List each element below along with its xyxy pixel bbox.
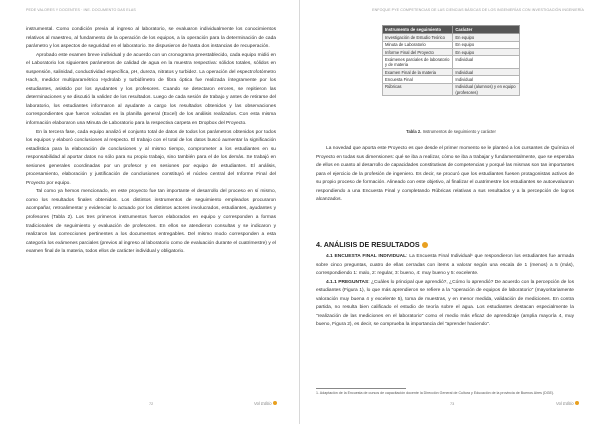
caption-text: Instrumentos de seguimiento y carácter bbox=[421, 129, 496, 134]
table-cell: Examen Final de la materia bbox=[383, 68, 453, 75]
body-paragraph: En la tercera fase, cada equipo analizó el conjunto total de datos de todos los parámetros obtenidos por todos los equipos y elaboró conclusiones al respecto. El trabajo con el total de los datos buscó aumentar la significación estadística para la elaboración de conclusiones y al mismo tiempo, comprometer a los estudiantes en su responsabilidad al aportar datos no sólo para su propio trabajo, sino también para el de los demás. Se trabajó en sesiones generales coordinadas por un profesor y en sesiones por equipo de estudiantes. El análisis, procesamiento, elaboración y justificación de conclusiones constituyó el núcleo central del Informe Final del Proyecto por equipo. bbox=[26, 129, 276, 186]
section-title: 4. ANÁLISIS DE RESULTADOS bbox=[316, 240, 420, 249]
page-number-left: 72 bbox=[149, 402, 154, 406]
body-paragraph bbox=[316, 253, 574, 279]
body-paragraph: Aprobado este examen breve individual y de acuerdo con un cronograma preestablecido, cada equipo midió en el Laboratorio los siguientes parámetros de calidad de agua en la muestra respectiva: sólidos totales, sólidos en suspensión, salinidad, conductividad específica, pH, dureza, nitratos y turbidez. La operación del espectrofotómetro Hach, medidor multiparamétrico Hydrolab y turbidímetro de fibra óptica fue realizada íntegramente por los estudiantes, asistido por los ayudantes y los profesores. Cuando se detectaron errores, se repitieron las determinaciones y se discutió la validez de los resultados. Luego de cada sesión de trabajo y antes de retirarse del laboratorio, los estudiantes informaron al ayudante a cargo los resultados obtenidos y las observaciones correspondientes que fueron volcadas en la planilla general (Excel) de los análisis realizados. Con esta misma información elaboraron una Minuta de Laboratorio para la respectiva carpeta en Dropbox del Proyecto. bbox=[26, 52, 276, 127]
table-row bbox=[383, 34, 520, 41]
brand-left bbox=[254, 401, 277, 406]
table-cell: Rúbricas bbox=[383, 83, 453, 96]
table-cell: Individual bbox=[453, 76, 520, 83]
table-row bbox=[383, 68, 520, 75]
table-row bbox=[383, 76, 520, 83]
table-header-cell: Carácter bbox=[453, 26, 520, 34]
section-bullet-icon bbox=[422, 242, 428, 248]
table-cell: Encuesta Final bbox=[383, 76, 453, 83]
subsection-label: 4.1.1 PREGUNTAS bbox=[326, 279, 369, 285]
brand-label: Vol Editio bbox=[556, 401, 574, 406]
running-head-left: PEDE VALORES Y DOCENTES · INE. DOCUMENTO DAS ELAS bbox=[26, 8, 136, 12]
table-header-row bbox=[383, 26, 520, 34]
body-paragraph bbox=[316, 279, 574, 330]
table-cell: En equipo bbox=[453, 48, 520, 55]
subsection-label: 4.1 ENCUESTA FINAL INDIVIDUAL bbox=[326, 254, 407, 259]
right-page bbox=[300, 0, 600, 424]
brand-right bbox=[556, 401, 579, 406]
body-paragraph: Tal como ya hemos mencionado, en este proyecto fue tan importante el desarrollo del proceso en sí mismo, como los resultados finales obtenidos. Los distintos instrumentos de seguimiento empleados procuraron acompañar, retroalimentar y evidenciar lo actuado por los distintos actores involucrados, estudiantes, ayudantes y profesores (Tabla 2). Los tres primeros instrumentos fueron elaborados en equipo y corresponden a formas tradicionales de seguimiento y evaluación de profesores. En ellos se atendieron consultas y se indicaron y realizaron las correcciones pertinentes a los documentos entregables. Del mismo modo corresponden a esta categoría los exámenes parciales (previos al ingreso al laboratorio como de evaluación durante el cuatrimestre) y el examen final de la materia, todos ellos de carácter individual y obligatorio. bbox=[26, 189, 276, 255]
body-paragraph: La novedad que aporta este Proyecto es que desde el primer momento se le planteó a los cursantes de Química el Proyecto en todas sus dimensiones: qué se iba a realizar, cómo se iba a trabajar y fundamentalmente, que se esperaba de ellos en cuanto al desarrollo de capacidades constitutivas de competencias y porqué las mismas son tan importantes para el ejercicio de la profesión de ingeniero. Es decir, se procuró que los estudiantes fuesen protagonistas activos de su propio proceso de formación. Alineado con este objetivo, al finalizar el cuatrimestre los estudiantes se autoevaluaron respondiendo a una Encuesta Final y completando Rúbricas relativas a sus resultados y a la percepción de logros alcanzados. bbox=[316, 146, 574, 203]
page-number-right: 73 bbox=[450, 402, 455, 406]
footnote: 1. Adaptación de la Encuesta de cursos de capacitación docente la Dirección General de Cultura y Educación de la provincia de Buenos Aires (DGE). bbox=[316, 391, 555, 395]
left-body-text bbox=[26, 26, 276, 257]
table-row bbox=[383, 56, 520, 69]
table-cell: Individual (alumnos) y en equipo (profesores) bbox=[453, 83, 520, 96]
right-intro-text bbox=[316, 145, 574, 205]
table-cell: Informe Final del Proyecto bbox=[383, 48, 453, 55]
table-cell: Individual bbox=[453, 68, 520, 75]
footnote-rule bbox=[316, 388, 406, 389]
instruments-table bbox=[382, 25, 520, 96]
table-cell: Minuta de Laboratorio bbox=[383, 41, 453, 48]
running-head-right: ENFOQUE PYE COMPETENCIAS DE LAS CIENCIAS BÁSICAS DE LOS INGENIERÍAS CON INVESTIGACIÓN INGENIERÍA bbox=[372, 8, 584, 12]
table-row bbox=[383, 48, 520, 55]
table-caption bbox=[382, 129, 520, 134]
paragraph-text: : La Encuesta Final Individual¹ que respondieron los estudiantes fue armada sobre cinco preguntas, cuatro de ellas cerradas con items a valorar según una escala de 1 (menos) a 5 (más), correspondiendo 1: malo, 2: regular, 3: bueno, 4: muy bueno y 5: excelente. bbox=[316, 254, 574, 277]
body-paragraph: instrumental. Como condición previa al ingreso al laboratorio, se evaluaron individualmente los conocimientos relativos al maestreo, al fundamento de la operación de los equipos, a la operación para la determinación de cada parámetro y los aspectos de seguridad en el laboratorio. Se dispusieron de hasta dos instancias de recuperación. bbox=[26, 27, 276, 50]
paragraph-text: : ¿Cuáles lo principal que aprendió?, ¿Cómo lo aprendió? De acuerdo con la percepción de los estudiantes (Figura 1), lo que más aprendieron se refiere a la "operación de equipos de laboratorio" (mayoritariamente valoración muy buena 4 y excelente 5), toma de muestras, y en menor medida, validación de mediciones. En contra partida, no resulta bien calificado el estudio de teoría sobre el agua. Los estudiantes destacan especialmente la "realización de las mediciones en el laboratorio" como el medio más eficaz de aprendizaje (amplia mayoría 4, muy bueno, Figura 2), es decir, se comprueba la importancia del "aprender haciendo". bbox=[316, 279, 574, 328]
table-cell: Investigación de Estudio Teórico bbox=[383, 34, 453, 41]
table-cell: En equipo bbox=[453, 41, 520, 48]
right-results-text bbox=[316, 253, 574, 330]
logo-dot-icon bbox=[575, 401, 579, 405]
logo-dot-icon bbox=[273, 401, 277, 405]
caption-label: Tabla 2. bbox=[406, 129, 422, 134]
brand-label: Vol Editio bbox=[254, 401, 272, 406]
table-cell: Individual bbox=[453, 56, 520, 69]
section-heading bbox=[316, 240, 428, 249]
table-cell: Exámenes parciales de laboratorio y de materia bbox=[383, 56, 453, 69]
table-header-cell: Instrumento de seguimiento bbox=[383, 26, 453, 34]
table-row bbox=[383, 41, 520, 48]
table-cell: En equipo bbox=[453, 34, 520, 41]
table-row bbox=[383, 83, 520, 96]
